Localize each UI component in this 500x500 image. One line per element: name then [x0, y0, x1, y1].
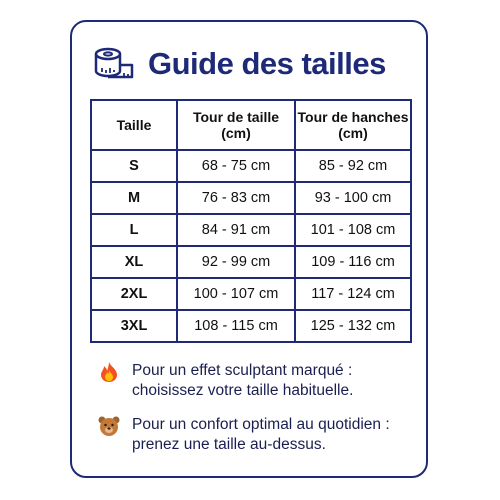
hips-cell: 125 - 132 cm: [295, 310, 411, 342]
table-row: [91, 214, 411, 246]
table-row: [91, 150, 411, 182]
size-cell: M: [91, 182, 177, 214]
waist-cell: 92 - 99 cm: [177, 246, 295, 278]
hips-cell: 85 - 92 cm: [295, 150, 411, 182]
table-row: [91, 182, 411, 214]
fire-icon: [96, 361, 122, 383]
size-cell: XL: [91, 246, 177, 278]
size-cell: L: [91, 214, 177, 246]
column-header-hips: [295, 100, 411, 150]
measuring-tape-icon: [94, 47, 134, 81]
note-sculpting: [96, 361, 422, 401]
waist-cell: 68 - 75 cm: [177, 150, 295, 182]
note-comfort: [96, 415, 422, 455]
size-table: [90, 99, 412, 343]
waist-cell: 108 - 115 cm: [177, 310, 295, 342]
note-text: Pour un effet sculptant marqué : choisissez votre taille habituelle.: [132, 362, 354, 399]
waist-cell: 84 - 91 cm: [177, 214, 295, 246]
hips-cell: 101 - 108 cm: [295, 214, 411, 246]
column-header-size: Taille: [91, 100, 177, 150]
hips-header-label: Tour de hanches (cm): [297, 109, 409, 141]
waist-header-label: Tour de taille (cm): [192, 109, 280, 141]
size-cell: 3XL: [91, 310, 177, 342]
hips-cell: 117 - 124 cm: [295, 278, 411, 310]
note-text: Pour un confort optimal au quotidien : prenez une taille au-dessus.: [132, 416, 390, 453]
table-header-row: [91, 100, 411, 150]
page-title: Guide des tailles: [148, 46, 386, 81]
size-cell: 2XL: [91, 278, 177, 310]
hips-cell: 93 - 100 cm: [295, 182, 411, 214]
size-guide-card: [70, 20, 428, 478]
column-header-waist: [177, 100, 295, 150]
table-row: [91, 310, 411, 342]
table-row: [91, 278, 411, 310]
waist-cell: 100 - 107 cm: [177, 278, 295, 310]
bear-icon: [96, 415, 122, 437]
table-row: [91, 246, 411, 278]
hips-cell: 109 - 116 cm: [295, 246, 411, 278]
size-cell: S: [91, 150, 177, 182]
header: [94, 44, 386, 84]
waist-cell: 76 - 83 cm: [177, 182, 295, 214]
